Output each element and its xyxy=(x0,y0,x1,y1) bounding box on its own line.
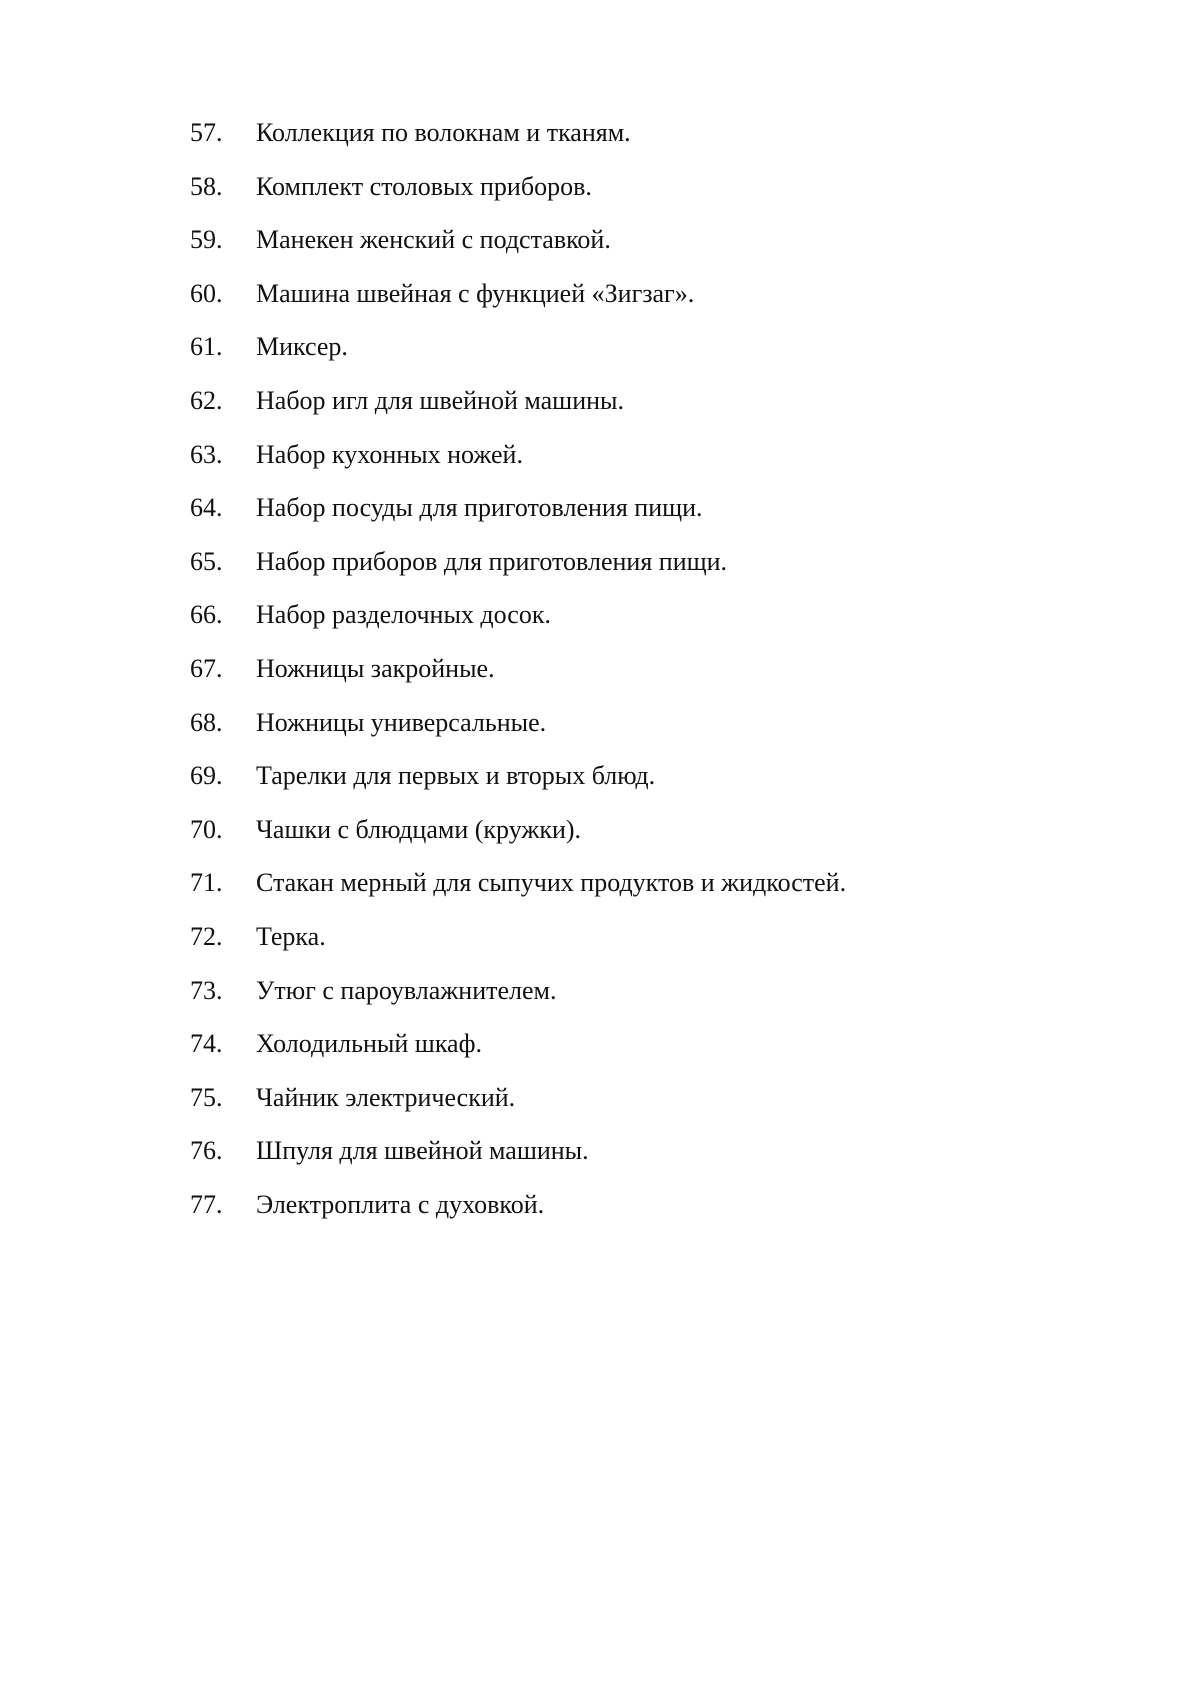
item-text: Шпуля для швейной машины. xyxy=(256,1136,589,1166)
item-number: 71. xyxy=(190,868,223,898)
item-number: 74. xyxy=(190,1029,223,1059)
item-number: 77. xyxy=(190,1189,223,1219)
item-text: Стакан мерный для сыпучих продуктов и жидкостей. xyxy=(256,868,847,898)
item-text: Утюг с пароувлажнителем. xyxy=(256,975,557,1005)
item-text: Тарелки для первых и вторых блюд. xyxy=(256,761,656,791)
item-text: Миксер. xyxy=(256,332,348,362)
item-number: 64. xyxy=(190,493,223,523)
item-number: 75. xyxy=(190,1082,223,1112)
item-number: 73. xyxy=(190,975,223,1005)
item-text: Набор игл для швейной машины. xyxy=(256,385,624,415)
item-text: Терка. xyxy=(256,921,326,951)
item-number: 57. xyxy=(190,118,223,147)
item-text: Холодильный шкаф. xyxy=(256,1029,482,1059)
item-text: Комплект столовых приборов. xyxy=(256,171,592,201)
item-text: Машина швейная с функцией «Зигзаг». xyxy=(256,278,695,308)
item-text: Чайник электрический. xyxy=(256,1082,516,1112)
item-number: 59. xyxy=(190,225,223,255)
item-text: Набор разделочных досок. xyxy=(256,600,551,630)
item-number: 70. xyxy=(190,814,223,844)
item-number: 76. xyxy=(190,1136,223,1166)
item-number: 58. xyxy=(190,171,223,201)
item-number: 72. xyxy=(190,921,223,951)
item-number: 60. xyxy=(190,278,223,308)
item-number: 61. xyxy=(190,332,223,362)
item-text: Набор приборов для приготовления пищи. xyxy=(256,546,728,576)
item-text: Коллекция по волокнам и тканям. xyxy=(256,118,631,147)
item-number: 66. xyxy=(190,600,223,630)
item-text: Манекен женский с подставкой. xyxy=(256,225,611,255)
item-number: 69. xyxy=(190,761,223,791)
item-text: Ножницы закройные. xyxy=(256,653,495,683)
item-number: 62. xyxy=(190,385,223,415)
item-text: Ножницы универсальные. xyxy=(256,707,547,737)
item-text: Электроплита с духовкой. xyxy=(256,1189,545,1219)
item-text: Набор кухонных ножей. xyxy=(256,439,523,469)
item-number: 67. xyxy=(190,653,223,683)
item-text: Набор посуды для приготовления пищи. xyxy=(256,493,703,523)
item-number: 65. xyxy=(190,546,223,576)
item-text: Чашки с блюдцами (кружки). xyxy=(256,814,582,844)
item-number: 68. xyxy=(190,707,223,737)
item-number: 63. xyxy=(190,439,223,469)
